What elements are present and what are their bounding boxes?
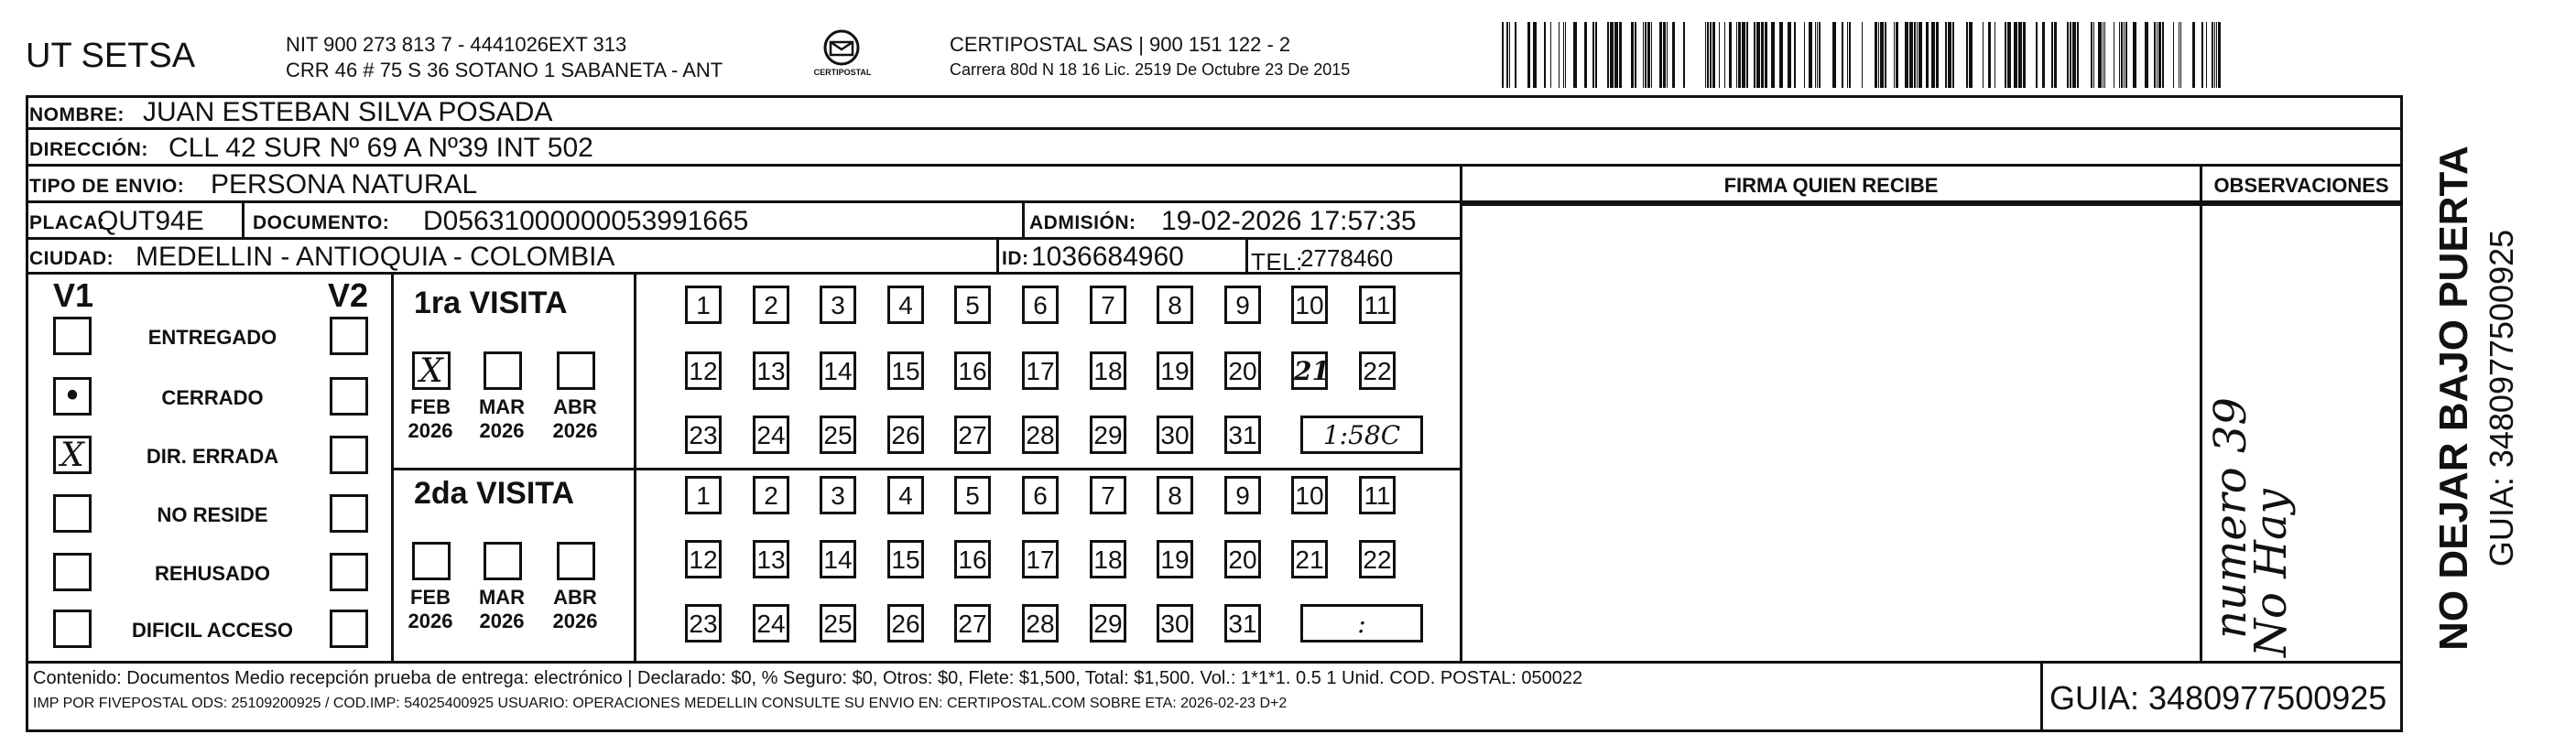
month-checkbox[interactable] — [412, 542, 451, 580]
barcode-bar — [1592, 22, 1594, 88]
direccion-label: DIRECCIÓN: — [29, 139, 148, 160]
day-box[interactable]: 23 — [685, 604, 722, 643]
barcode-bar — [1896, 22, 1898, 88]
barcode-bar — [2180, 22, 2181, 88]
v1-checkbox[interactable] — [53, 494, 92, 533]
barcode-graphic — [1502, 22, 2225, 88]
day-box[interactable]: 8 — [1157, 286, 1193, 324]
barcode-bar — [1550, 22, 1551, 88]
barcode-bar — [1610, 22, 1614, 88]
barcode-bar — [1849, 22, 1851, 88]
day-box[interactable]: 7 — [1090, 476, 1126, 514]
barcode-bar — [1819, 22, 1821, 88]
barcode-bar — [2119, 22, 2120, 88]
day-box[interactable]: 21 — [1291, 351, 1328, 390]
day-box[interactable]: 10 — [1291, 286, 1328, 324]
barcode-bar — [1804, 22, 1805, 88]
barcode-bar — [1645, 22, 1647, 88]
barcode-bar — [2192, 22, 2195, 88]
observaciones-handwriting-1: No Hay — [2245, 489, 2297, 657]
observaciones-handwriting-2: numero 39 — [2205, 397, 2256, 639]
documento-value: D05631000000053991665 — [423, 206, 749, 236]
day-box[interactable]: 1 — [685, 476, 722, 514]
ciudad-label: CIUDAD: — [29, 248, 114, 269]
documento-label: DOCUMENTO: — [253, 212, 390, 233]
barcode-bar — [1643, 22, 1644, 88]
placa-value: QUT94E — [97, 206, 204, 236]
row-nombre — [26, 95, 2403, 130]
v1-checkbox[interactable] — [53, 553, 92, 591]
v2-checkbox[interactable] — [330, 610, 368, 648]
barcode-bar — [1917, 22, 1918, 88]
nombre-label: NOMBRE: — [29, 104, 125, 125]
day-box[interactable]: 12 — [685, 351, 722, 390]
month-name: FEB — [410, 586, 451, 609]
reason-label: NO RESIDE — [157, 503, 268, 526]
month-checkbox[interactable] — [557, 351, 595, 390]
barcode-bar — [1563, 22, 1564, 88]
day-box[interactable]: 19 — [1157, 540, 1193, 578]
day-box[interactable]: 3 — [820, 476, 856, 514]
day-box[interactable]: 6 — [1022, 476, 1059, 514]
day-box[interactable]: 29 — [1090, 416, 1126, 454]
day-box[interactable]: 28 — [1022, 604, 1059, 643]
v2-checkbox[interactable] — [330, 553, 368, 591]
day-box[interactable]: 5 — [954, 476, 991, 514]
barcode-bar — [2093, 22, 2094, 88]
footer-imp: IMP POR FIVEPOSTAL ODS: 25109200925 / COD.IMP: 54025400925 USUARIO: OPERACIONES MEDELLIN CONSULTE SU ENVIO EN: CERTIPOSTAL.COM SOBRE ETA: 2026-02-23 D+2 — [33, 696, 1288, 711]
barcode-bar — [1862, 22, 1863, 88]
barcode-bar — [1945, 22, 1947, 88]
day-box[interactable]: 9 — [1224, 286, 1261, 324]
time-box[interactable]: : — [1300, 604, 1423, 643]
barcode-bar — [1948, 22, 1951, 88]
barcode-bar — [1724, 22, 1725, 88]
day-box[interactable]: 13 — [753, 351, 789, 390]
reason-label: CERRADO — [161, 386, 264, 409]
day-box[interactable]: 9 — [1224, 476, 1261, 514]
day-box[interactable]: 11 — [1359, 286, 1396, 324]
side-warning: NO DEJAR BAJO PUERTA — [2431, 146, 2476, 651]
id-value: 1036684960 — [1031, 242, 1184, 272]
month-name: ABR — [553, 395, 597, 418]
barcode-bar — [2077, 22, 2079, 88]
barcode-bar — [2054, 22, 2057, 88]
day-box[interactable]: 22 — [1359, 540, 1396, 578]
barcode-bar — [1746, 22, 1748, 88]
barcode-bar — [1988, 22, 1991, 88]
barcode-bar — [1815, 22, 1816, 88]
day-box[interactable]: 26 — [887, 604, 924, 643]
barcode-bar — [2218, 22, 2221, 88]
barcode-bar — [1515, 22, 1516, 88]
v1-checkbox[interactable]: X — [53, 436, 92, 474]
row-direccion — [26, 130, 2403, 167]
barcode-bar — [1909, 22, 1913, 88]
day-box[interactable]: 27 — [954, 604, 991, 643]
visit1-title: 1ra VISITA — [414, 286, 568, 320]
barcode-bar — [1565, 22, 1566, 88]
barcode-bar — [2158, 22, 2161, 88]
day-box[interactable]: 5 — [954, 286, 991, 324]
barcode-bar — [1952, 22, 1954, 88]
month-checkbox[interactable] — [484, 351, 522, 390]
barcode-bar — [2206, 22, 2207, 88]
month-year: 2026 — [479, 419, 525, 442]
certipostal-line1: CERTIPOSTAL SAS | 900 151 122 - 2 — [950, 33, 1291, 56]
nit-line: NIT 900 273 813 7 - 4441026EXT 313 — [286, 33, 627, 56]
month-year: 2026 — [552, 610, 598, 632]
divider — [242, 203, 245, 240]
day-box[interactable]: 18 — [1090, 540, 1126, 578]
tipo-label: TIPO DE ENVIO: — [29, 176, 185, 197]
barcode-bar — [1847, 22, 1848, 88]
barcode-bar — [1663, 22, 1666, 88]
barcode — [1502, 22, 2225, 88]
barcode-bar — [1771, 22, 1775, 88]
reason-label: DIFICIL ACCESO — [131, 619, 293, 642]
month-year: 2026 — [408, 419, 453, 442]
barcode-bar — [2014, 22, 2017, 88]
barcode-bar — [1712, 22, 1715, 88]
barcode-bar — [2216, 22, 2217, 88]
barcode-bar — [2036, 22, 2038, 88]
day-box[interactable]: 2 — [753, 476, 789, 514]
divider-obs — [2200, 167, 2202, 661]
month-checkbox[interactable] — [484, 542, 522, 580]
barcode-bar — [1875, 22, 1877, 88]
barcode-bar — [1573, 22, 1577, 88]
barcode-bar — [1788, 22, 1791, 88]
barcode-bar — [2124, 22, 2125, 88]
day-box[interactable]: 24 — [753, 604, 789, 643]
barcode-bar — [2091, 22, 2092, 88]
barcode-bar — [1756, 22, 1760, 88]
day-box[interactable]: 6 — [1022, 286, 1059, 324]
day-box[interactable]: 13 — [753, 540, 789, 578]
barcode-bar — [2098, 22, 2102, 88]
month-name: FEB — [410, 395, 451, 418]
barcode-bar — [1894, 22, 1895, 88]
day-box[interactable]: 20 — [1224, 351, 1261, 390]
observaciones-header: OBSERVACIONES — [2213, 174, 2389, 197]
v1-checkbox[interactable] — [53, 610, 92, 648]
reason-label: DIR. ERRADA — [146, 445, 279, 468]
divider — [996, 240, 999, 275]
barcode-bar — [2201, 22, 2203, 88]
day-box[interactable]: 16 — [954, 540, 991, 578]
barcode-bar — [2070, 22, 2071, 88]
barcode-bar — [1779, 22, 1783, 88]
v1-label: V1 — [53, 276, 94, 314]
row-placa — [26, 203, 1462, 240]
barcode-bar — [1595, 22, 1597, 88]
month-year: 2026 — [408, 610, 453, 632]
barcode-bar — [2104, 22, 2105, 88]
month-name: MAR — [478, 395, 526, 418]
barcode-bar — [2214, 22, 2215, 88]
barcode-bar — [2007, 22, 2011, 88]
barcode-bar — [1559, 22, 1560, 88]
admision-value: 19-02-2026 17:57:35 — [1161, 206, 1417, 236]
certipostal-logo — [810, 27, 875, 82]
barcode-bar — [2121, 22, 2123, 88]
barcode-bar — [2133, 22, 2136, 88]
visit2-title: 2da VISITA — [414, 476, 575, 511]
day-box[interactable]: 10 — [1291, 476, 1328, 514]
barcode-bar — [1635, 22, 1636, 88]
v2-checkbox[interactable] — [330, 377, 368, 416]
visit2-month-divider — [634, 470, 636, 661]
admision-label: ADMISIÓN: — [1029, 212, 1136, 233]
barcode-bar — [1926, 22, 1929, 88]
day-box[interactable]: 23 — [685, 416, 722, 454]
barcode-bar — [1506, 22, 1508, 88]
barcode-bar — [1651, 22, 1652, 88]
day-box[interactable]: 20 — [1224, 540, 1261, 578]
barcode-bar — [1659, 22, 1662, 88]
barcode-bar — [1983, 22, 1984, 88]
day-box[interactable]: 31 — [1224, 604, 1261, 643]
barcode-bar — [2162, 22, 2164, 88]
barcode-bar — [1631, 22, 1634, 88]
time-box[interactable]: 1:58C — [1300, 416, 1423, 454]
barcode-bar — [2173, 22, 2174, 88]
month-name: MAR — [478, 586, 526, 609]
barcode-bar — [2145, 22, 2148, 88]
barcode-bar — [2023, 22, 2026, 88]
barcode-bar — [1527, 22, 1530, 88]
day-box[interactable]: 7 — [1090, 286, 1126, 324]
barcode-bar — [1509, 22, 1510, 88]
day-box[interactable]: 3 — [820, 286, 856, 324]
address-line: CRR 46 # 75 S 36 SOTANO 1 SABANETA - ANT — [286, 59, 723, 81]
day-box[interactable]: 15 — [887, 351, 924, 390]
barcode-bar — [1809, 22, 1812, 88]
day-box[interactable]: 27 — [954, 416, 991, 454]
ciudad-value: MEDELLIN - ANTIOQUIA - COLOMBIA — [136, 242, 615, 272]
barcode-bar — [1647, 22, 1650, 88]
tipo-value: PERSONA NATURAL — [211, 169, 478, 200]
day-box[interactable]: 30 — [1157, 416, 1193, 454]
barcode-bar — [1794, 22, 1796, 88]
barcode-bar — [1761, 22, 1764, 88]
reason-label: ENTREGADO — [147, 326, 277, 349]
v2-checkbox[interactable] — [330, 317, 368, 355]
reason-label: REHUSADO — [155, 562, 270, 585]
divider — [1245, 240, 1248, 275]
placa-label: PLACA: — [29, 212, 105, 233]
visit1-month-divider — [634, 275, 636, 470]
barcode-bar — [2042, 22, 2045, 88]
day-box[interactable]: 28 — [1022, 416, 1059, 454]
barcode-bar — [1607, 22, 1609, 88]
barcode-bar — [2157, 22, 2158, 88]
barcode-bar — [1880, 22, 1884, 88]
barcode-bar — [2051, 22, 2053, 88]
barcode-bar — [1667, 22, 1668, 88]
barcode-bar — [1533, 22, 1537, 88]
day-box[interactable]: 22 — [1359, 351, 1396, 390]
barcode-bar — [1707, 22, 1709, 88]
day-box[interactable]: 24 — [753, 416, 789, 454]
day-box[interactable]: 1 — [685, 286, 722, 324]
day-box[interactable]: 17 — [1022, 351, 1059, 390]
barcode-bar — [1936, 22, 1939, 88]
day-box[interactable]: 18 — [1090, 351, 1126, 390]
month-checkbox[interactable]: X — [412, 351, 451, 390]
barcode-bar — [1914, 22, 1916, 88]
day-box[interactable]: 19 — [1157, 351, 1193, 390]
nombre-value: JUAN ESTEBAN SILVA POSADA — [143, 97, 553, 127]
barcode-bar — [2212, 22, 2213, 88]
barcode-bar — [1544, 22, 1546, 88]
tel-label: TEL: — [1251, 248, 1303, 275]
barcode-bar — [1672, 22, 1675, 88]
barcode-bar — [1736, 22, 1737, 88]
divider — [1022, 203, 1025, 240]
barcode-bar — [2154, 22, 2156, 88]
barcode-bar — [1719, 22, 1720, 88]
barcode-bar — [1905, 22, 1908, 88]
barcode-bar — [2072, 22, 2076, 88]
day-box[interactable]: 14 — [820, 351, 856, 390]
certipostal-line2: Carrera 80d N 18 16 Lic. 2519 De Octubre 23 De 2015 — [950, 60, 1351, 79]
company-name: UT SETSA — [26, 37, 196, 75]
barcode-bar — [1994, 22, 1995, 88]
month-name: ABR — [553, 586, 597, 609]
barcode-bar — [2067, 22, 2069, 88]
barcode-bar — [1705, 22, 1706, 88]
footer-contenido: Contenido: Documentos Medio recepción prueba de entrega: electrónico | Declarado: $0, % Seguro: $0, Otros: $0, Flete: $1,500, Total: $1,500. Vol.: 1*1*1. 0.5 1 Unid. COD. POSTAL: 050022 — [33, 668, 1583, 688]
barcode-bar — [1918, 22, 1922, 88]
day-box[interactable]: 25 — [820, 604, 856, 643]
day-box[interactable]: 12 — [685, 540, 722, 578]
barcode-bar — [2125, 22, 2127, 88]
tel-value: 2778460 — [1300, 244, 1394, 272]
day-box[interactable]: 25 — [820, 416, 856, 454]
day-box[interactable]: 15 — [887, 540, 924, 578]
barcode-bar — [1969, 22, 1973, 88]
id-label: ID: — [1002, 248, 1029, 269]
barcode-bar — [1842, 22, 1843, 88]
logo-text: CERTIPOSTAL — [813, 68, 872, 77]
barcode-bar — [2018, 22, 2022, 88]
day-box[interactable]: 17 — [1022, 540, 1059, 578]
barcode-bar — [1817, 22, 1818, 88]
signature-area[interactable] — [1462, 206, 2200, 661]
day-box[interactable]: 31 — [1224, 416, 1261, 454]
barcode-bar — [1738, 22, 1741, 88]
row-ciudad — [26, 240, 1462, 275]
barcode-bar — [1729, 22, 1732, 88]
barcode-bar — [1584, 22, 1587, 88]
day-box[interactable]: 21 — [1291, 540, 1328, 578]
side-guia: GUIA: 3480977500925 — [2483, 229, 2520, 567]
day-box[interactable]: 16 — [954, 351, 991, 390]
v2-checkbox[interactable] — [330, 494, 368, 533]
day-box[interactable]: 4 — [887, 476, 924, 514]
obs-header-line — [2202, 203, 2400, 206]
month-year: 2026 — [552, 419, 598, 442]
month-year: 2026 — [479, 610, 525, 632]
direccion-value: CLL 42 SUR Nº 69 A Nº39 INT 502 — [168, 133, 593, 163]
barcode-bar — [1683, 22, 1685, 88]
v2-checkbox[interactable] — [330, 436, 368, 474]
barcode-bar — [1614, 22, 1618, 88]
barcode-bar — [1754, 22, 1755, 88]
barcode-bar — [2005, 22, 2006, 88]
day-box[interactable]: 29 — [1090, 604, 1126, 643]
barcode-bar — [1765, 22, 1767, 88]
v1-checkbox[interactable] — [53, 317, 92, 355]
day-box[interactable]: 14 — [820, 540, 856, 578]
footer-guia-divider — [2040, 661, 2043, 732]
month-checkbox[interactable] — [557, 542, 595, 580]
barcode-bar — [1742, 22, 1745, 88]
barcode-bar — [1966, 22, 1968, 88]
day-box[interactable]: 26 — [887, 416, 924, 454]
footer-guia: GUIA: 3480977500925 — [2049, 679, 2387, 717]
day-box[interactable]: 2 — [753, 286, 789, 324]
barcode-bar — [1710, 22, 1712, 88]
footer-top-line — [26, 661, 2403, 664]
barcode-bar — [1619, 22, 1622, 88]
barcode-bar — [1885, 22, 1886, 88]
barcode-bar — [1502, 22, 1504, 88]
day-box[interactable]: 11 — [1359, 476, 1396, 514]
v2-label: V2 — [328, 276, 369, 314]
day-box[interactable]: 8 — [1157, 476, 1193, 514]
v1-checkbox[interactable]: • — [53, 377, 92, 416]
barcode-bar — [1878, 22, 1879, 88]
firma-header: FIRMA QUIEN RECIBE — [1723, 174, 1939, 197]
day-box[interactable]: 30 — [1157, 604, 1193, 643]
barcode-bar — [1931, 22, 1935, 88]
barcode-bar — [1832, 22, 1836, 88]
day-box[interactable]: 4 — [887, 286, 924, 324]
